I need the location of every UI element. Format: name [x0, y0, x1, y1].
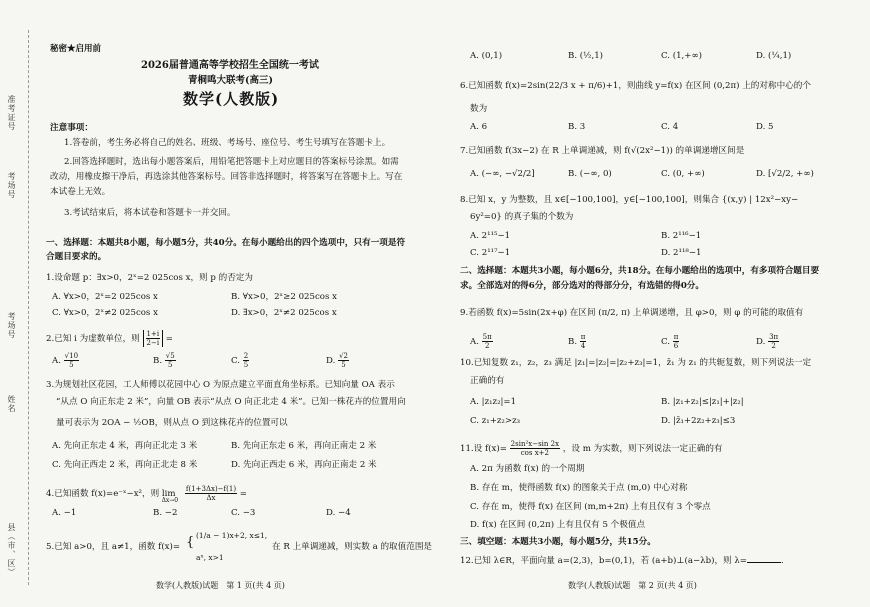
q12-answer-blank	[747, 554, 781, 563]
q10-option-c: C. z₁+z₂>z₃	[470, 416, 521, 426]
notice-line-1: 1.答卷前，考生务必将自己的姓名、班级、考场号、座位号、考生号填写在答题卡上。	[64, 138, 391, 148]
q3-option-c: C. 先向正西走 2 米，再向正北走 8 米	[52, 460, 198, 470]
q11-option-b: B. 存在 m，使得函数 f(x) 的图象关于点 (m,0) 中心对称	[470, 483, 688, 493]
q11-fraction: $\frac{\text{2sin²x−sin 2x}}{\text{cos x+2}}$	[510, 440, 560, 457]
q6-option-c: C. 4	[661, 122, 679, 132]
q11-option-d: D. f(x) 在区间 (0,2π) 上有且仅有 5 个极值点	[470, 520, 646, 530]
page-2-footer: 数学(人教版)试题 第 2 页(共 4 页)	[568, 581, 697, 590]
q7-option-c: C. (0, +∞)	[661, 169, 705, 179]
section-2-heading-cont: 求。全部选对的得6分，部分选对的得部分分，有选错的得0分。	[460, 281, 704, 291]
q3-option-d: D. 先向正西走 6 米，再向正南走 2 米	[231, 460, 377, 470]
section-2-heading: 二、选择题：本题共3小题，每小题6分，共18分。在每小题给出的选项中，有多项符合题目要	[460, 266, 820, 276]
q3-stem-3: 量可表示为 2OA − ½OB，则从点 O 到这株花卉的位置可以	[56, 418, 288, 428]
page-1	[36, 0, 433, 607]
q8-option-b: B. 2¹¹⁶−1	[661, 231, 702, 241]
q5-stem-cont: 在 R 上单调递减，则实数 a 的取值范围是	[272, 542, 433, 552]
q11-option-c: C. 存在 m，使得 f(x) 在区间 (m,m+2π) 上有且仅有 3 个零点	[470, 502, 711, 512]
q1-stem: 1.设命题 p：∃x>0，2ˣ=2 025cos x，则 p 的否定为	[46, 273, 253, 283]
q9-option-b: B. $\frac{\pi}{4}$	[568, 333, 586, 350]
q5-option-c: C. (1,+∞)	[661, 51, 702, 61]
q2-text: 2.已知 i 为虚数单位，则	[46, 334, 140, 344]
q4-option-a: A. −1	[52, 508, 77, 518]
q2-stem: 2.已知 i 为虚数单位，则 $\frac{1+i}{2-i}$ =	[46, 330, 173, 347]
q9-option-c: C. $\frac{\pi}{6}$	[661, 333, 679, 350]
q6-option-a: A. 6	[470, 122, 488, 132]
q11-stem: 11.设 f(x)= $\frac{\text{2sin²x−sin 2x}}{\text{cos x+2}}$ ，设 m 为实数，则下列说法一定正确的有	[460, 440, 723, 457]
notice-line-4: 本试卷上无效。	[50, 187, 111, 197]
side-label-county: 县（市、区）	[7, 523, 16, 577]
q11-option-a: A. 2π 为函数 f(x) 的一个周期	[470, 464, 585, 474]
q2-option-c: C. $\frac{2}{5}$	[231, 352, 249, 369]
subject-title: 数学(人教版)	[183, 90, 280, 108]
notice-title: 注意事项：	[50, 123, 93, 133]
q7-option-b: B. (−∞, 0)	[568, 169, 612, 179]
q4-option-b: B. −2	[153, 508, 178, 518]
q2-option-d: D. $\frac{√2}{5}$	[326, 352, 348, 369]
secret-mark: 秘密★启用前	[50, 44, 102, 54]
q7-option-a: A. (−∞, −√2/2]	[470, 169, 535, 179]
q3-stem-1: 3.为规划社区花园，工人师傅以花园中心 O 为原点建立平面直角坐标系。已知向量 OA 表示	[46, 380, 395, 390]
q10-stem-2: 正确的有	[470, 376, 505, 386]
q4-option-d: D. −4	[326, 508, 351, 518]
q8-stem-2: 6y²=0} 的真子集的个数为	[470, 212, 574, 222]
q5-option-a: A. (0,1)	[470, 51, 503, 61]
exam-title: 2026届普通高等学校招生全国统一考试	[141, 60, 319, 71]
q7-stem: 7.已知函数 f(3x−2) 在 R 上单调递减，则 f(√(2x²−1)) 的单调递增区间是	[460, 146, 745, 156]
q4-stem: 4.已知函数 f(x)=e⁻ˣ−x²，则 $\lim_{\Delta x\to 0}$ $\frac{f(1+3\Delta x)-f(1)}{\Delta x}$ =	[46, 485, 247, 504]
side-label-room: 考场号	[7, 172, 16, 199]
page-2	[456, 0, 856, 607]
q1-option-a: A. ∀x>0，2ˣ=2 025cos x	[52, 292, 158, 302]
binding-line	[28, 30, 29, 585]
side-label-seat: 考场号	[7, 312, 16, 339]
q4-fraction: $\frac{f(1+3\Delta x)-f(1)}{\Delta x}$	[185, 485, 237, 502]
q1-option-b: B. ∀x>0，2ˣ≥2 025cos x	[231, 292, 337, 302]
q10-option-d: D. |z̄₁+2z₂+z₃|≤3	[661, 416, 736, 426]
q9-option-a: A. $\frac{5\pi}{2}$	[470, 333, 492, 350]
q8-stem-1: 8.已知 x，y 为整数，且 x∈[−100,100]，y∈[−100,100]，则集合 {(x,y) | 12x²−xy−	[460, 195, 799, 205]
q8-option-a: A. 2¹¹⁵−1	[470, 231, 511, 241]
q5-brace: {	[186, 535, 195, 550]
q9-option-d: D. $\frac{3\pi}{2}$	[756, 333, 779, 350]
exam-subtitle: 青桐鸣大联考(高三)	[188, 75, 273, 86]
q1-option-d: D. ∃x>0，2ˣ≠2 025cos x	[231, 308, 337, 318]
q9-stem: 9.若函数 f(x)=5sin(2x+φ) 在区间 (π/2, π) 上单调递增，且 φ>0，则 φ 的可能的取值有	[460, 308, 804, 318]
q8-option-c: C. 2¹¹⁷−1	[470, 248, 511, 258]
notice-line-2: 2.回答选择题时，选出每小题答案后，用铅笔把答题卡上对应题目的答案标号涂黑。如需	[64, 157, 399, 167]
q8-option-d: D. 2¹¹⁸−1	[661, 248, 702, 258]
q5-case-1: (1/a − 1)x+2, x≤1,	[196, 531, 268, 540]
q2-fraction: $\frac{1+i}{2-i}$	[146, 330, 160, 347]
q10-stem-1: 10.已知复数 z₁，z₂，z₃ 满足 |z₁|=|z₂|=|z₂+z₃|=1，z̄₁ 为 z₁ 的共轭复数，则下列说法一定	[460, 358, 812, 368]
q6-stem-2: 数为	[470, 104, 488, 114]
side-label-name: 姓名	[7, 395, 16, 413]
q3-option-b: B. 先向正东走 6 米，再向正南走 2 米	[231, 441, 377, 451]
q4-option-c: C. −3	[231, 508, 256, 518]
q6-option-b: B. 3	[568, 122, 586, 132]
q5-case-2: aˣ, x>1	[196, 553, 224, 562]
q10-option-b: B. |z₁+z₂|≤|z₁|+|z₂|	[661, 397, 744, 407]
notice-line-3: 改动，用橡皮擦干净后，再选涂其他答案标号。回答非选择题时，将答案写在答题卡上。写在	[50, 172, 403, 182]
q3-stem-2: “从点 O 向正东走 2 米”，向量 OB 表示“从点 O 向正北走 4 米”。已知一株花卉的位置用向	[56, 397, 406, 407]
q6-option-d: D. 5	[756, 122, 774, 132]
q5-option-b: B. (½,1)	[568, 51, 604, 61]
q2-option-b: B. $\frac{√5}{5}$	[153, 352, 175, 369]
q3-option-a: A. 先向正东走 4 米，再向正北走 3 米	[52, 441, 198, 451]
q6-stem-1: 6.已知函数 f(x)=2sin(22/3 x + π/6)+1，则曲线 y=f(x) 在区间 (0,2π) 上的对称中心的个	[460, 81, 811, 91]
page-1-footer: 数学(人教版)试题 第 1 页(共 4 页)	[156, 581, 285, 590]
q2-option-a: A. $\frac{√10}{5}$	[52, 352, 79, 369]
q5-stem: 5.已知 a>0，且 a≠1，函数 f(x)=	[46, 542, 181, 552]
q10-option-a: A. |z₁z₂|=1	[470, 397, 517, 407]
q1-option-c: C. ∀x>0，2ˣ≠2 025cos x	[52, 308, 158, 318]
section-1-heading: 一、选择题：本题共8小题，每小题5分，共40分。在每小题给出的四个选项中，只有一项是符	[46, 238, 406, 248]
side-label-ticket: 准考证号	[7, 95, 16, 131]
notice-line-5: 3.考试结束后，将本试卷和答题卡一并交回。	[64, 208, 236, 218]
q5-option-d: D. (¼,1)	[756, 51, 792, 61]
q7-option-d: D. [√2/2, +∞)	[756, 169, 814, 179]
section-1-heading-cont: 合题目要求的。	[46, 252, 107, 262]
section-3-heading: 三、填空题：本题共3小题，每小题5分，共15分。	[460, 537, 656, 547]
q12-stem: 12.已知 λ∈R，平面向量 a=(2,3)，b=(0,1)，若 (a+b)⊥(a−λb)，则 λ= .	[460, 556, 784, 566]
